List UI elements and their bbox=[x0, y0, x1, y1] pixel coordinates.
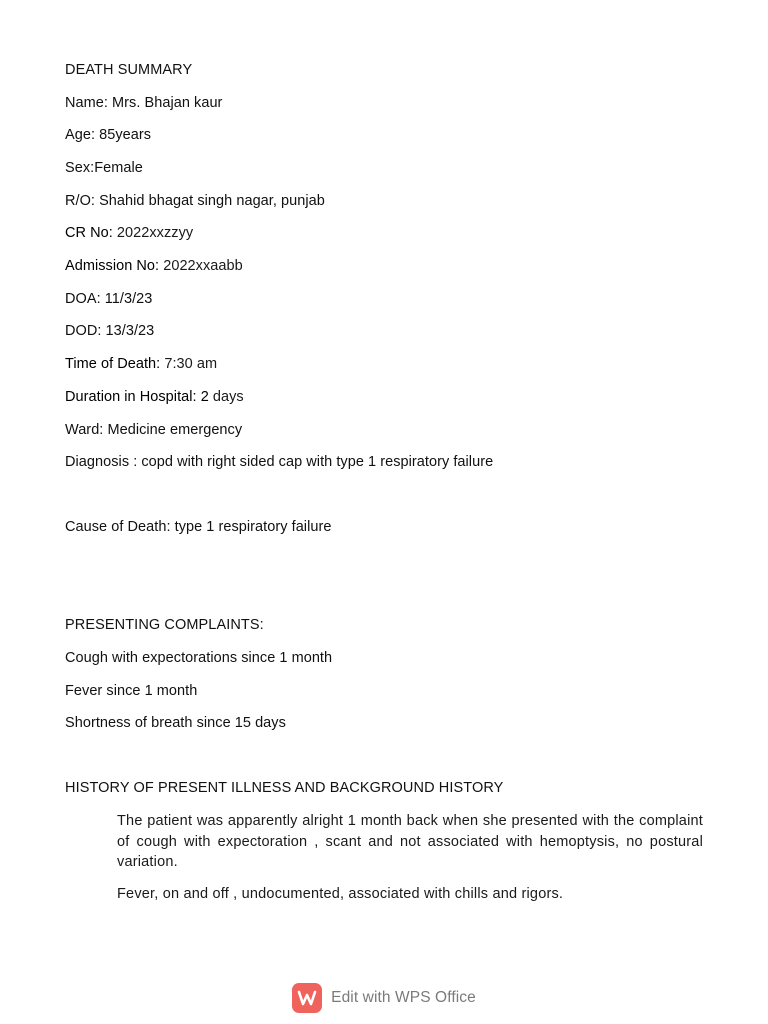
doa-field: DOA: 11/3/23 bbox=[65, 291, 153, 307]
complaint-item: Cough with expectorations since 1 month bbox=[65, 650, 333, 666]
duration-label: Duration in Hospital: 2 bbox=[65, 389, 209, 405]
ward-field: Ward: Medicine emergency bbox=[65, 422, 243, 438]
wps-footer-text[interactable]: Edit with WPS Office bbox=[331, 989, 476, 1006]
sex-field: Sex:Female bbox=[65, 160, 143, 176]
complaint-item: Shortness of breath since 15 days bbox=[65, 715, 286, 731]
dod-field: DOD: 13/3/23 bbox=[65, 323, 155, 339]
age-field: Age: 85years bbox=[65, 127, 152, 143]
cr-number-field bbox=[65, 224, 193, 242]
duration-value: days bbox=[208, 389, 244, 405]
wps-footer[interactable] bbox=[0, 980, 768, 1016]
cr-number-value: 2022xxzzyy bbox=[112, 225, 194, 241]
duration-field bbox=[65, 388, 244, 406]
name-field: Name: Mrs. Bhajan kaur bbox=[65, 95, 223, 111]
history-paragraph: The patient was apparently alright 1 month back when she presented with the complaint of cough with expectoration , scant and not associated with hemoptysis, no postural variation. bbox=[117, 813, 703, 870]
time-of-death-label: Time of Death: bbox=[65, 356, 161, 372]
time-of-death-value: 7:30 am bbox=[160, 356, 218, 372]
time-of-death-field bbox=[65, 355, 217, 373]
complaint-item: Fever since 1 month bbox=[65, 683, 198, 699]
history-paragraph: Fever, on and off , undocumented, associated with chills and rigors. bbox=[117, 886, 564, 902]
diagnosis-field: Diagnosis : copd with right sided cap with type 1 respiratory failure bbox=[65, 454, 494, 470]
residence-field: R/O: Shahid bhagat singh nagar, punjab bbox=[65, 193, 325, 209]
wps-office-logo-icon[interactable] bbox=[292, 983, 322, 1013]
presenting-complaints-heading: PRESENTING COMPLAINTS: bbox=[65, 617, 264, 633]
admission-number-field bbox=[65, 257, 243, 275]
cr-number-label: CR No: bbox=[65, 225, 113, 241]
cause-of-death-field: Cause of Death: type 1 respiratory failure bbox=[65, 519, 332, 535]
document-title: DEATH SUMMARY bbox=[65, 62, 193, 78]
admission-number-label: Admission No: bbox=[65, 258, 160, 274]
admission-number-value: 2022xxaabb bbox=[159, 258, 243, 274]
history-heading: HISTORY OF PRESENT ILLNESS AND BACKGROUND HISTORY bbox=[65, 780, 504, 796]
